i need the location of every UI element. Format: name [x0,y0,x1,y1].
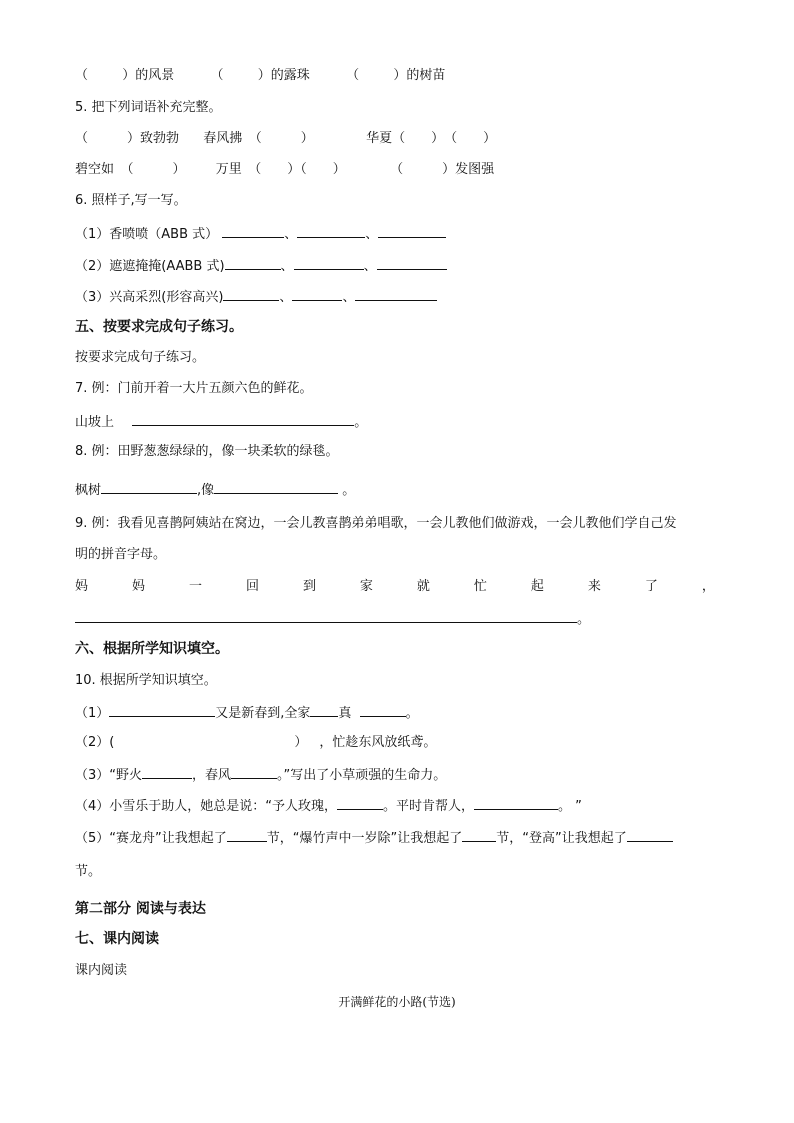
separator: 、 [280,259,294,274]
q5-row2-a: 碧空如 （ ） [75,162,186,177]
q10-item-3-text2: ，春风 [192,768,232,783]
passage-title: 开满鲜花的小路(节选) [338,995,456,1009]
q7-title: 7. 例：门前开着一大片五颜六色的鲜花。 [75,381,313,396]
q8-answer-line [75,480,355,500]
q9-char: 忙 [473,579,487,594]
q9-title-line1: 9. 例：我看见喜鹊阿姨站在窝边，一会儿教喜鹊弟弟唱歌，一会儿教他们做游戏，一会儿教他们学自己发 [75,516,677,531]
answer-blank[interactable] [378,224,446,238]
q5-row1 [75,130,496,148]
q7-prefix: 山坡上 [75,415,115,430]
q5-row1-a: （ ）致勃勃 [75,131,180,146]
q10-item-3 [75,765,446,785]
q9-char: 一 [188,579,202,594]
answer-blank[interactable] [231,765,277,779]
q10-item-2 [75,734,436,752]
answer-blank[interactable] [337,796,383,810]
q10-item-3-text3: 。”写出了小草顽强的生命力。 [277,768,447,783]
q5-row2-b: 万里 （ ）（ ） [215,162,346,177]
separator: 、 [365,227,379,242]
q5-row1-b: 春风拂 （ ） [203,131,314,146]
answer-blank[interactable] [101,480,197,494]
separator: 、 [284,227,298,242]
q9-char: ， [701,579,715,594]
q10-item-2-close: ） [294,735,308,750]
q10-item-1-number: （1） [75,706,110,721]
q9-char: 妈 [131,579,145,594]
q8-prefix: 枫树 [75,483,102,498]
q10-item-2-number: （2）( [75,735,115,750]
section-6-heading: 六、根据所学知识填空。 [75,641,229,657]
q10-item-5-text3: 节，“登高”让我想起了 [496,831,627,846]
q10-item-1-end: 。 [405,706,419,721]
answer-blank[interactable] [225,256,281,270]
q7-period: 。 [354,415,368,430]
q5-title: 5. 把下列词语补充完整。 [75,100,222,115]
q10-item-3-text1: （3）“野火 [75,768,143,783]
q9-char: 就 [416,579,430,594]
q9-period: 。 [577,612,591,627]
q10-item-1 [75,703,419,723]
q6-item-2 [75,256,447,276]
q9-char: 来 [587,579,601,594]
q8-mid: ,像 [197,483,215,498]
q10-item-5-end: 节。 [75,864,102,879]
answer-blank[interactable] [75,609,577,623]
q5-row2-c: （ ）发图强 [390,162,495,177]
q9-char: 了 [644,579,658,594]
q6-title: 6. 照样子,写一写。 [75,193,187,208]
answer-blank[interactable] [474,796,558,810]
section-5-subtitle: 按要求完成句子练习。 [75,350,206,365]
answer-blank[interactable] [109,703,215,717]
q10-title: 10. 根据所学知识填空。 [75,673,217,688]
q9-char: 到 [302,579,316,594]
q8-title: 8. 例：田野葱葱绿绿的，像一块柔软的绿毯。 [75,444,339,459]
answer-blank[interactable] [294,256,364,270]
q8-period: 。 [342,483,356,498]
separator: 、 [363,259,377,274]
q6-item-1 [75,224,446,244]
answer-blank[interactable] [377,256,447,270]
q10-item-4 [75,796,582,816]
q5-row2 [75,161,494,179]
q10-item-1-text2: 真 [338,706,352,721]
answer-blank[interactable] [214,480,338,494]
answer-blank[interactable] [627,828,673,842]
q9-char: 回 [245,579,259,594]
answer-blank[interactable] [292,287,342,301]
q9-char: 妈 [75,579,89,594]
q9-title-line2: 明的拼音字母。 [75,547,167,562]
answer-blank[interactable] [310,703,338,717]
q9-char: 家 [359,579,373,594]
q5-row1-c: 华夏（ ） （ ） [366,131,497,146]
answer-blank[interactable] [142,765,192,779]
q10-item-4-text3: 。 ” [558,799,582,814]
part-2-heading: 第二部分 阅读与表达 [75,901,206,917]
answer-blank[interactable] [462,828,496,842]
section-7-heading: 七、课内阅读 [75,931,159,947]
q10-item-4-text1: （4）小雪乐于助人，她总是说：“予人玫瑰， [75,799,338,814]
q9-answer-line [75,609,590,629]
answer-blank[interactable] [297,224,365,238]
answer-blank[interactable] [132,412,354,426]
q10-item-5 [75,828,673,848]
q6-item-3 [75,287,437,307]
q7-answer-line [75,412,367,432]
section-5-heading: 五、按要求完成句子练习。 [75,319,243,335]
q9-char: 起 [530,579,544,594]
q6-item-1-label: （1）香喷喷（ABB 式） [75,227,219,242]
q10-item-4-text2: 。平时肯帮人， [383,799,475,814]
q4-blank-row [75,67,445,85]
answer-blank[interactable] [227,828,267,842]
q4-item-sapling: （ ）的树苗 [346,68,446,83]
q10-item-2-text: ，忙趁东风放纸鸢。 [319,735,437,750]
q9-sentence-start [75,578,715,596]
q10-item-5-text2: 节，“爆竹声中一岁除”让我想起了 [266,831,463,846]
separator: 、 [342,290,356,305]
q10-item-5-text1: （5）“赛龙舟”让我想起了 [75,831,227,846]
answer-blank[interactable] [360,703,406,717]
answer-blank[interactable] [222,224,284,238]
q6-item-2-label: （2）遮遮掩掩(AABB 式) [75,259,225,274]
separator: 、 [279,290,293,305]
answer-blank[interactable] [355,287,437,301]
q4-item-scenery: （ ）的风景 [75,68,175,83]
q6-item-3-label: （3）兴高采烈(形容高兴) [75,290,224,305]
answer-blank[interactable] [223,287,279,301]
q4-item-dew: （ ）的露珠 [210,68,310,83]
section-7-subtitle: 课内阅读 [75,963,128,978]
q10-item-1-text: 又是新春到,全家 [215,706,311,721]
